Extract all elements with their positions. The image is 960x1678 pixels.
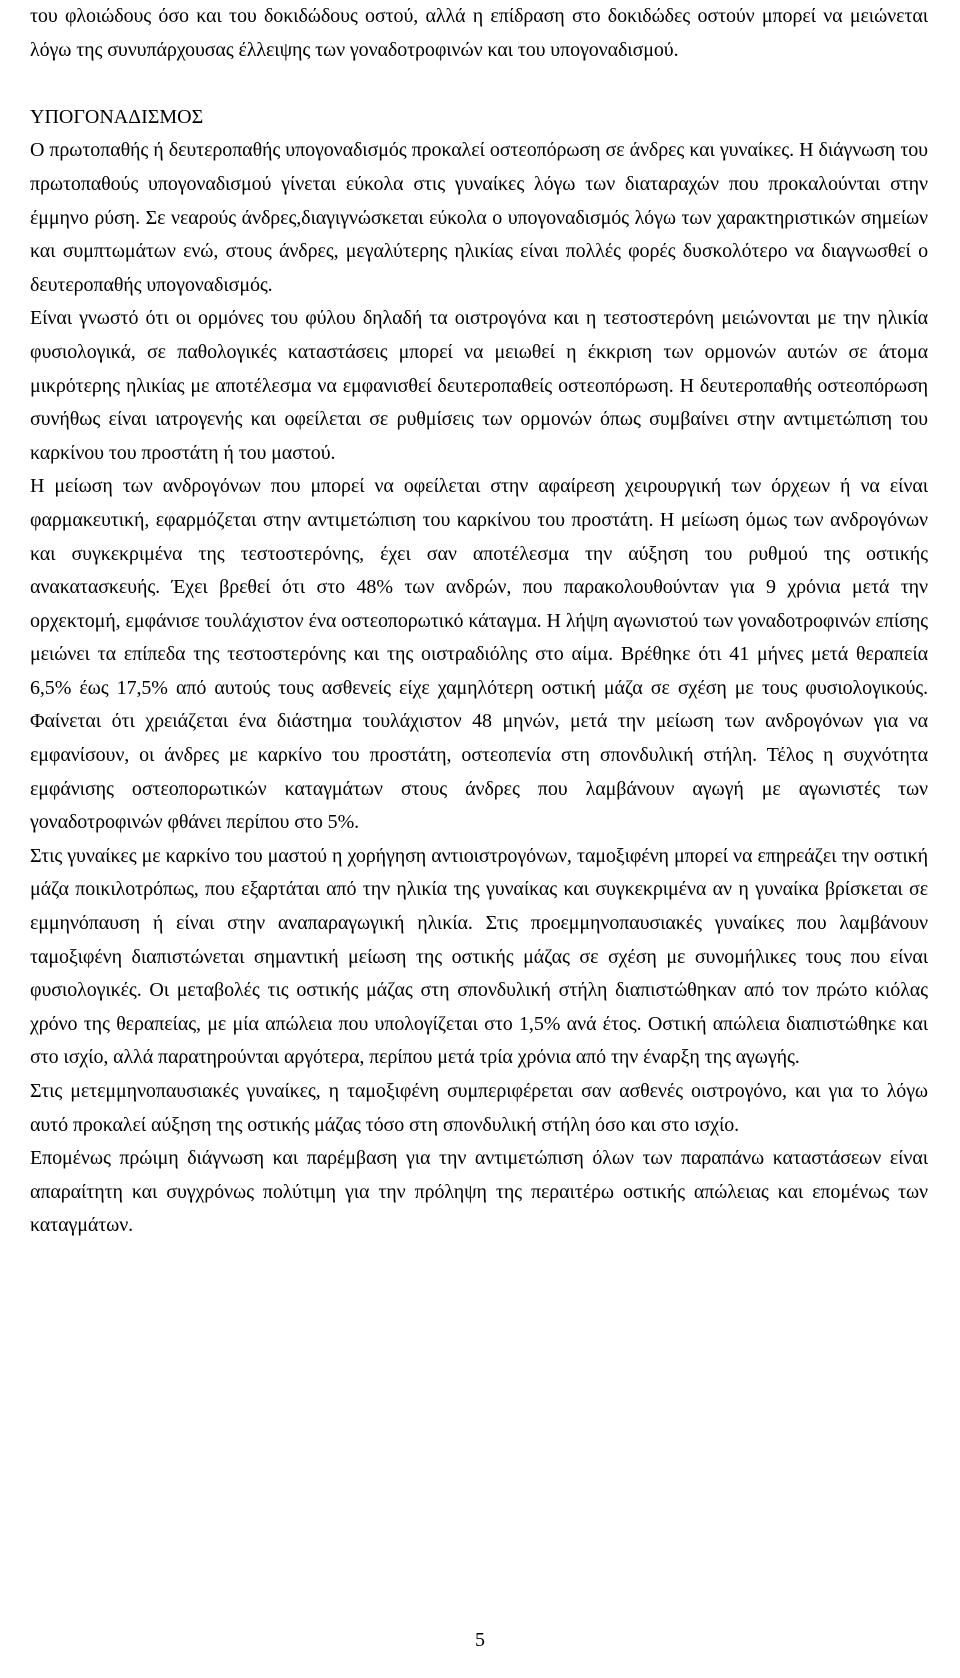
paragraph-conclusion: Επομένως πρώιμη διάγνωση και παρέμβαση για την αντιμετώπιση όλων των παραπάνω καταστάσεων είναι απαραίτητη και συγχρόνως πολύτιμη για την πρόληψη της περαιτέρω οστικής απώλειας και επομένως των καταγμάτων.: [30, 1147, 928, 1237]
paragraph-postmenopausal: Στις μετεμμηνοπαυσιακές γυναίκες, η ταμοξιφένη συμπεριφέρεται σαν ασθενές οιστρογόνο, και για το λόγω αυτό προκαλεί αύξηση της οστικής μάζας τόσο στη σπονδυλική στήλη όσο και στο ισχίο.: [30, 1080, 928, 1136]
spacer: [30, 67, 928, 101]
intro-paragraph: του φλοιώδους όσο και του δοκιδώδους οστού, αλλά η επίδραση στο δοκιδώδες οστούν μπορεί να μειώνεται λόγω της συνυπάρχουσας έλλειψης των γοναδοτροφινών και του υπογοναδισμού.: [30, 5, 928, 61]
page-number: 5: [475, 1629, 485, 1651]
document-body: [30, 0, 928, 1243]
section-heading: ΥΠΟΓΟΝΑΔΙΣΜΟΣ: [30, 105, 204, 128]
paragraph-breast-cancer: Στις γυναίκες με καρκίνο του μαστού η χορήγηση αντιοιστρογόνων, ταμοξιφένη μπορεί να επηρεάζει την οστική μάζα ποικιλοτρόπως, που εξαρτάται από την ηλικία της γυναίκας και συγκεκριμένα αν η γυναίκα βρίσκεται σε εμμηνόπαυση ή είναι στην αναπαραγωγική ηλικία. Στις προεμμηνοπαυσιακές γυναίκες που λαμβάνουν ταμοξιφένη διαπιστώνεται σημαντική μείωση της οστικής μάζας σε σχέση με συνομήλικες τους που είναι φυσιολογικές. Οι μεταβολές τις οστικής μάζας στη σπονδυλική στήλη διαπιστώθηκαν από τον πρώτο κιόλας χρόνο της θεραπείας, με μία απώλεια που υπολογίζεται στο 1,5% ανά έτος. Οστική απώλεια διαπιστώθηκε και στο ισχίο, αλλά παρατηρούνται αργότερα, περίπου μετά τρία χρόνια από την έναρξη της αγωγής.: [30, 844, 928, 1069]
paragraph-androgen-reduction: Η μείωση των ανδρογόνων που μπορεί να οφείλεται στην αφαίρεση χειρουργική των όρχεων ή να είναι φαρμακευτική, εφαρμόζεται στην αντιμετώπιση του καρκίνου του προστάτη. Η μείωση όμως των ανδρογόνων και συγκεκριμένα της τεστοστερόνης, έχει σαν αποτέλεσμα την αύξηση του ρυθμού της οστικής ανακατασκευής. Έχει βρεθεί ότι στο 48% των ανδρών, που παρακολουθούνταν για 9 χρόνια μετά την ορχεκτομή, εμφάνισε τουλάχιστον ένα οστεοπορωτικό κάταγμα. Η λήψη αγωνιστού των γοναδοτροφινών επίσης μειώνει τα επίπεδα της τεστοστερόνης και της οιστραδιόλης στο αίμα. Βρέθηκε ότι 41 μήνες μετά θεραπεία 6,5% έως 17,5% από αυτούς τους ασθενείς είχε χαμηλότερη οστική μάζα σε σχέση με τους φυσιολογικούς. Φαίνεται ότι χρειάζεται ένα διάστημα τουλάχιστον 48 μηνών, μετά την μείωση των ανδρογόνων για να εμφανίσουν, οι άνδρες με καρκίνο του προστάτη, οστεοπενία στη σπονδυλική στήλη. Τέλος η συχνότητα εμφάνισης οστεοπορωτικών καταγμάτων στους άνδρες που λαμβάνουν αγωγή με αγωνιστές των γοναδοτροφινών φθάνει περίπου στο 5%.: [30, 475, 928, 834]
paragraph-diagnosis: Ο πρωτοπαθής ή δευτεροπαθής υπογοναδισμός προκαλεί οστεοπόρωση σε άνδρες και γυναίκες. Η διάγνωση του πρωτοπαθούς υπογοναδισμού γίνεται εύκολα στις γυναίκες λόγω των διαταραχών που προκαλούνται στην έμμηνο ρύση. Σε νεαρούς άνδρες,διαγιγνώσκεται εύκολα ο υπογοναδισμός λόγω των χαρακτηριστικών σημείων και συμπτωμάτων ενώ, στους άνδρες, μεγαλύτερης ηλικίας είναι πολλές φορές δυσκολότερο να διαγνωσθεί ο δευτεροπαθής υπογοναδισμός.: [30, 139, 928, 296]
paragraph-sex-hormones: Είναι γνωστό ότι οι ορμόνες του φύλου δηλαδή τα οιστρογόνα και η τεστοστερόνη μειώνονται με την ηλικία φυσιολογικά, σε παθολογικές καταστάσεις μπορεί να μειωθεί η έκκριση των ορμονών αυτών σε άτομα μικρότερης ηλικίας με αποτέλεσμα να εμφανισθεί δευτεροπαθείς οστεοπόρωση. Η δευτεροπαθής οστεοπόρωση συνήθως είναι ιατρογενής και οφείλεται σε ρυθμίσεις των ορμονών όπως συμβαίνει στην αντιμετώπιση του καρκίνου του προστάτη ή του μαστού.: [30, 307, 928, 464]
